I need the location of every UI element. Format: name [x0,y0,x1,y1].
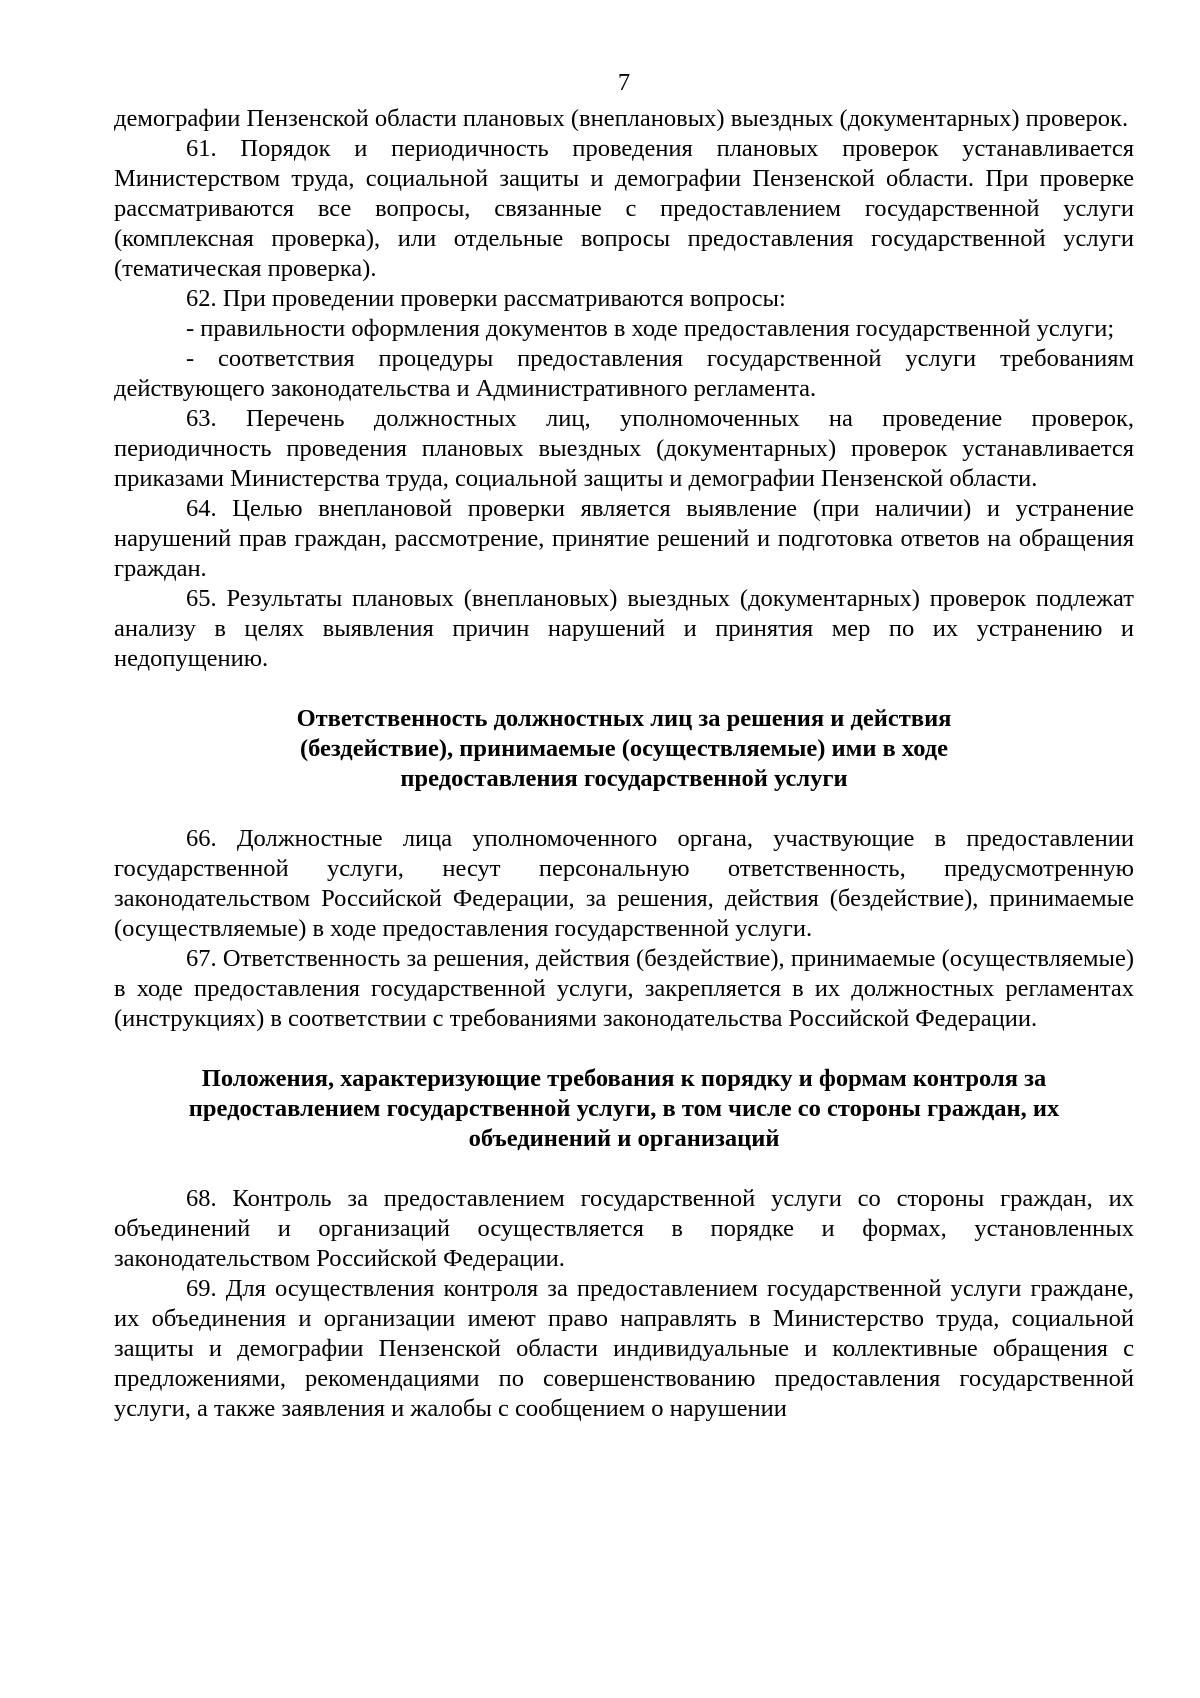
paragraph-64: 64. Целью внеплановой проверки является выявление (при наличии) и устранение нарушений прав граждан, рассмотрение, принятие решений и подготовка ответов на обращения граждан. [114,495,1134,582]
heading-line: Положения, характеризующие требования к порядку и формам контроля за [201,1065,1047,1092]
heading-line: предоставлением государственной услуги, в том числе со стороны граждан, их [188,1095,1060,1122]
paragraph-66: 66. Должностные лица уполномоченного органа, участвующие в предоставлении государственной услуги, несут персональную ответственность, предусмотренную законодательством Российской Федерации, за решения, действия (бездействие), принимаемые (осуществляемые) в ходе предоставления государственной услуги. [114,825,1134,942]
heading-line: предоставления государственной услуги [400,765,848,792]
paragraph-69: 69. Для осуществления контроля за предоставлением государственной услуги граждане, их объединения и организации имеют право направлять в Министерство труда, социальной защиты и демографии Пензенской области индивидуальные и коллективные обращения с предложениями, рекомендациями по совершенствованию предоставления государственной услуги, а также заявления и жалобы с сообщением о нарушении [114,1275,1134,1422]
paragraph-68: 68. Контроль за предоставлением государственной услуги со стороны граждан, их объединений и организаций осуществляется в порядке и формах, установленных законодательством Российской Федерации. [114,1185,1134,1272]
paragraph-62-item-2: - соответствия процедуры предоставления государственной услуги требованиям действующего законодательства и Административного регламента. [114,345,1134,402]
section-heading-control [114,1064,1134,1154]
paragraph-63: 63. Перечень должностных лиц, уполномоченных на проведение проверок, периодичность проведения плановых выездных (документарных) проверок устанавливается приказами Министерства труда, социальной защиты и демографии Пензенской области. [114,405,1134,492]
paragraph-62-item-1: - правильности оформления документов в ходе предоставления государственной услуги; [186,315,1115,342]
paragraph-65: 65. Результаты плановых (внеплановых) выездных (документарных) проверок подлежат анализу в целях выявления причин нарушений и принятия мер по их устранению и недопущению. [114,585,1134,672]
paragraph-continuation: демографии Пензенской области плановых (внеплановых) выездных (документарных) проверок. [114,105,1129,132]
paragraph-67: 67. Ответственность за решения, действия (бездействие), принимаемые (осуществляемые) в ходе предоставления государственной услуги, закрепляется в их должностных регламентах (инструкциях) в соответствии с требованиями законодательства Российской Федерации. [114,945,1134,1032]
heading-line: Ответственность должностных лиц за решения и действия [296,705,952,732]
paragraph-62: 62. При проведении проверки рассматриваются вопросы: [186,285,786,312]
page-number: 7 [617,69,631,96]
section-heading-responsibility [114,704,1134,794]
heading-line: объединений и организаций [468,1125,780,1152]
document-page [114,68,1134,1424]
heading-line: (бездействие), принимаемые (осуществляемые) ими в ходе [299,735,949,762]
paragraph-61: 61. Порядок и периодичность проведения плановых проверок устанавливается Министерством труда, социальной защиты и демографии Пензенской области. При проверке рассматриваются все вопросы, связанные с предоставлением государственной услуги (комплексная проверка), или отдельные вопросы предоставления государственной услуги (тематическая проверка). [114,135,1134,282]
